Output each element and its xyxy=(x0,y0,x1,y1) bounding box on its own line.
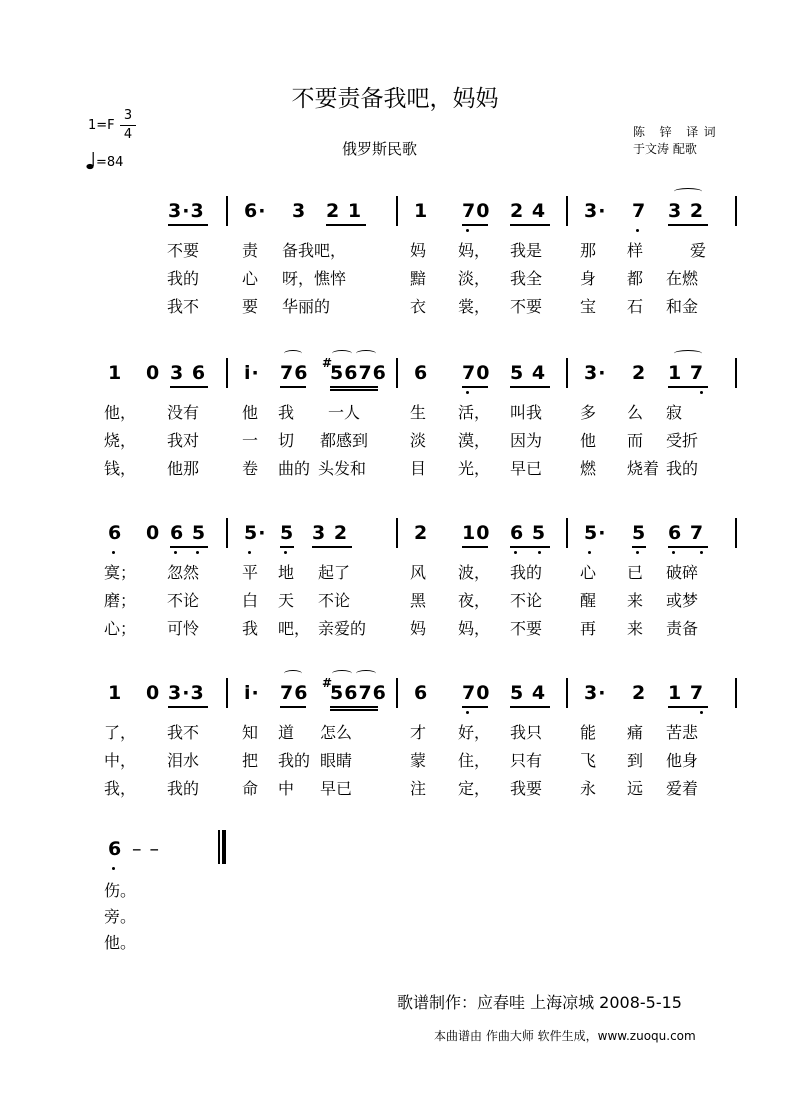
score-system-3 xyxy=(0,512,790,642)
note: 6 xyxy=(414,682,429,704)
note: 3 2 xyxy=(668,200,705,222)
note: i· xyxy=(244,362,260,384)
note: 6 xyxy=(414,362,429,384)
note: 2 4 xyxy=(510,200,547,222)
note: 70 xyxy=(462,682,491,704)
note: 3· xyxy=(584,200,607,222)
score-system-2: 1 0 3 6 i· 76 # 5676 6 70 5 4 3· 2 1 7 他， 没有 他 我 一人 生 活， 叫我 多 么 寂 烧， 我对 一 切 都感到 淡 漠， 因为 他 而 受折 钱， 他那 卷 曲的 头发和 目 光， 早已 燃 烧着 我的 xyxy=(0,352,790,482)
lyric-line-3: 我， 我的 命 中 早已 注 定， 我要 永 远 爱着 xyxy=(104,779,699,798)
note: 6 5 xyxy=(170,522,207,544)
time-signature-top: 3 xyxy=(123,108,133,123)
lyric-line-2: 烧， 我对 一 切 都感到 淡 漠， 因为 他 而 受折 xyxy=(104,431,699,450)
barline xyxy=(396,196,398,226)
genre-label: 俄罗斯民歌 xyxy=(342,140,418,158)
barline xyxy=(566,196,568,226)
note: 0 xyxy=(146,682,161,704)
note: 5 xyxy=(632,522,647,544)
note: 5· xyxy=(584,522,607,544)
note: 70 xyxy=(462,362,491,384)
barline xyxy=(735,196,737,226)
note: 1 xyxy=(108,362,123,384)
key-signature: 1=F xyxy=(88,118,115,133)
note: 1 7 xyxy=(668,682,705,704)
note: 3 2 xyxy=(312,522,349,544)
lyric-line-3: 钱， 他那 卷 曲的 头发和 目 光， 早已 燃 烧着 我的 xyxy=(104,459,699,478)
note: – – xyxy=(132,838,161,860)
score-maker-credit: 歌谱制作：应春哇 上海凉城 2008-5-15 xyxy=(397,993,682,1012)
note: 6 5 xyxy=(510,522,547,544)
lyric-line-2: 我的 心 呀，憔悴 黯 淡， 我全 身 都 在燃 xyxy=(167,269,699,288)
note: 5676 xyxy=(330,682,387,704)
lyric-line-1: 了， 我不 知 道 怎么 才 好， 我只 能 痛 苦悲 xyxy=(104,723,699,742)
lyricist-credit: 陈 锌 译词 xyxy=(633,125,722,139)
note: 5· xyxy=(244,522,267,544)
note: 5 4 xyxy=(510,362,547,384)
note: 6· xyxy=(244,200,267,222)
credits xyxy=(633,124,721,158)
note: 6 xyxy=(108,838,123,860)
note: 76 xyxy=(280,682,309,704)
quarter-note-icon xyxy=(86,152,96,170)
lyric-line-2: 磨； 不论 白 天 不论 黑 夜， 不论 醒 来 或梦 xyxy=(104,591,699,610)
tempo-value: =84 xyxy=(96,155,124,170)
note: 2 xyxy=(414,522,429,544)
lyric-line-2: 旁。 xyxy=(104,907,137,926)
note: 0 xyxy=(146,362,161,384)
note: 2 1 xyxy=(326,200,363,222)
note: 2 xyxy=(632,362,647,384)
note: 0 xyxy=(146,522,161,544)
note: 5 4 xyxy=(510,682,547,704)
time-signature-bottom: 4 xyxy=(123,127,133,142)
note: 3·3 xyxy=(168,200,205,222)
lyric-line-1: 不要 责 备我吧， 妈 妈， 我是 那 样 爱 xyxy=(167,241,707,260)
note: 3· xyxy=(584,682,607,704)
note: 70 xyxy=(462,200,491,222)
note: 7 xyxy=(632,200,647,222)
note: 3 6 xyxy=(170,362,207,384)
software-credit: 本曲谱由 作曲大师 软件生成，www.zuoqu.com xyxy=(434,1029,696,1043)
note: 1 xyxy=(108,682,123,704)
note: 3 xyxy=(292,200,307,222)
score-system-4: 1 0 3·3 i· 76 # 5676 6 70 5 4 3· 2 1 7 了， 我不 知 道 怎么 才 好， 我只 能 痛 苦悲 中， 泪水 把 我的 眼睛 蒙 住， 只有 飞 到 他身 我， 我的 命 中 早已 注 定， 我要 永 远 爱着 xyxy=(0,672,790,802)
arranger-credit: 于文涛 配歌 xyxy=(633,142,697,156)
final-barline xyxy=(218,830,220,864)
song-title: 不要责备我吧，妈妈 xyxy=(291,86,499,112)
note: 10 xyxy=(462,522,491,544)
barline xyxy=(226,196,228,226)
note: 5 xyxy=(280,522,295,544)
note: 6 xyxy=(108,522,123,544)
lyric-line-2: 中， 泪水 把 我的 眼睛 蒙 住， 只有 飞 到 他身 xyxy=(104,751,699,770)
time-signature xyxy=(120,108,136,143)
lyric-line-3: 心； 可怜 我 吧， 亲爱的 妈 妈， 不要 再 来 责备 xyxy=(104,619,699,638)
lyric-line-3: 我不 要 华丽的 衣 裳， 不要 宝 石 和金 xyxy=(167,297,699,316)
note: 5676 xyxy=(330,362,387,384)
note: i· xyxy=(244,682,260,704)
tempo-marking xyxy=(86,152,123,170)
lyric-line-1: 伤。 xyxy=(104,881,137,900)
lyric-line-1: 他， 没有 他 我 一人 生 活， 叫我 多 么 寂 xyxy=(104,403,683,422)
note: 2 xyxy=(632,682,647,704)
note: 1 7 xyxy=(668,362,705,384)
lyric-line-1: 寞； 忽然 平 地 起了 风 波， 我的 心 已 破碎 xyxy=(104,563,699,582)
note: 1 xyxy=(414,200,429,222)
note: 76 xyxy=(280,362,309,384)
final-barline-thick xyxy=(222,830,226,864)
note: 3·3 xyxy=(168,682,205,704)
note: 6 7 xyxy=(668,522,705,544)
slur xyxy=(674,188,702,195)
note: 3· xyxy=(584,362,607,384)
lyric-line-3: 他。 xyxy=(104,933,137,952)
score-system-5 xyxy=(0,832,790,962)
score-system-1 xyxy=(0,190,790,320)
